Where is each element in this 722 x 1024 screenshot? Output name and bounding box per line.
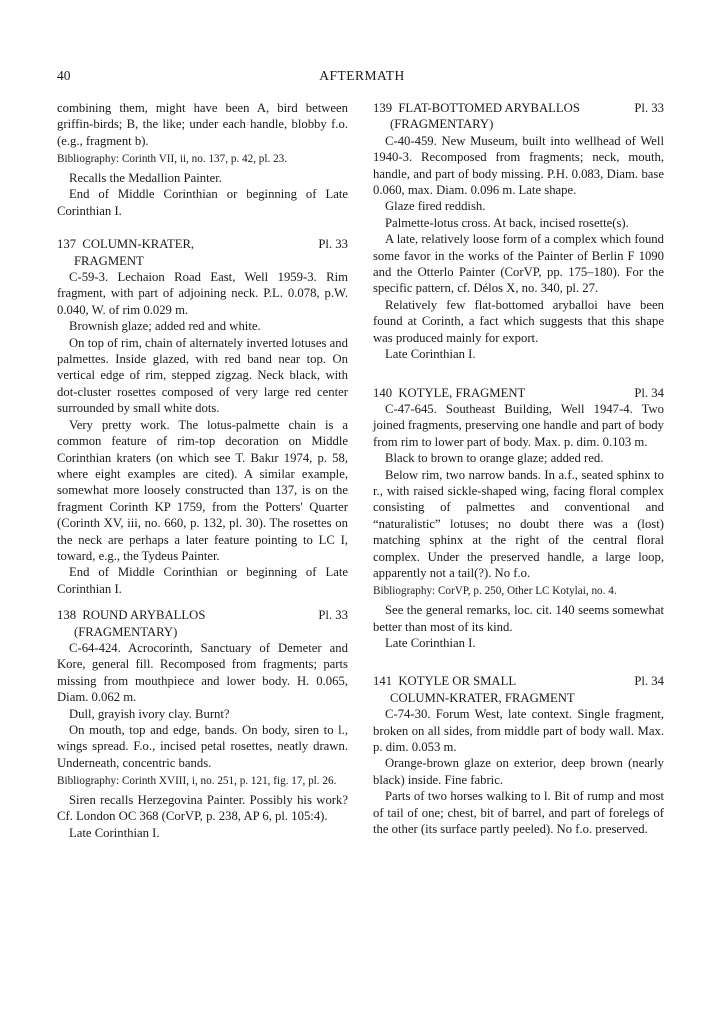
bibliography: Bibliography: Corinth XVIII, i, no. 251, p. 121, fig. 17, pl. 26.	[57, 775, 337, 788]
entry-number: 140	[373, 385, 393, 400]
running-title: AFTERMATH	[319, 68, 405, 83]
paragraph: Brownish glaze; added red and white.	[69, 319, 261, 334]
catalogue-entry-140	[373, 385, 664, 652]
paragraph: See the general remarks, loc. cit. 140 seems somewhat better than most of its kind.	[373, 603, 664, 634]
right-column	[373, 100, 664, 837]
paragraph: On top of rim, chain of alternately inverted lotuses and palmettes. Inside glazed, with red band near top. On vertical edge of rim, stepped zigzag. Neck black, with dot-cluster rosettes composed of very large red center surrounded by small white dots.	[57, 335, 348, 416]
entry-title: ROUND ARYBALLOS	[82, 608, 206, 623]
paragraph: Recalls the Medallion Painter.	[69, 171, 222, 186]
entry-title-continued: FRAGMENT	[74, 253, 144, 268]
plate-reference: Pl. 33	[318, 237, 348, 252]
paragraph: Palmette-lotus cross. At back, incised rosette(s).	[385, 215, 629, 230]
entry-heading	[373, 385, 664, 401]
entry-title: COLUMN-KRATER,	[82, 237, 195, 252]
page-number: 40	[57, 68, 71, 83]
left-column	[57, 100, 348, 841]
entry-title: KOTYLE, FRAGMENT	[398, 385, 526, 400]
paragraph: A late, relatively loose form of a complex which found some favor in the works of the Painter of Berlin F 1090 and the Otterlo Painter (CorVP, pp. 175–180). For the specific pattern, cf. Délos X, no. 340, pl. 27.	[373, 232, 664, 296]
paragraph: Below rim, two narrow bands. In a.f., seated sphinx to r., with raised sickle-shaped wing, facing floral complex consisting of palmettes and conventional and “naturalistic” lotuses; no doubt there was a (lost) matching sphinx at the right of the central floral complex. Under the preserved handle, a large loop, apparently not a tail(?). No f.o.	[373, 467, 664, 580]
paragraph: Parts of two horses walking to l. Bit of rump and most of tail of one; chest, bit of barrel, and part of forelegs of the other (its surface partly peeled). No f.o. preserved.	[373, 789, 664, 837]
catalogue-entry-137	[57, 236, 348, 597]
plate-reference: Pl. 33	[318, 608, 348, 623]
paragraph: C-47-645. Southeast Building, Well 1947-4. Two joined fragments, preserving one handle and part of body from rim to lower part of body. Max. p. dim. 0.103 m.	[373, 401, 664, 449]
entry-title-continued: (FRAGMENTARY)	[74, 624, 178, 639]
paragraph: Black to brown to orange glaze; added red.	[385, 451, 604, 466]
entry-number: 139	[373, 101, 393, 115]
paragraph: Relatively few flat-bottomed aryballoi have been found at Corinth, a fact which suggests that this shape was produced mainly for export.	[373, 297, 664, 345]
catalogue-entry-141	[373, 673, 664, 837]
entry-number: 137	[57, 237, 77, 252]
bibliography: Bibliography: Corinth VII, ii, no. 137, p. 42, pl. 23.	[57, 153, 288, 166]
paragraph: C-64-424. Acrocorinth, Sanctuary of Demeter and Kore, general fill. Recomposed from fragments; parts missing from mouthpiece and lower body. H. 0.065, Diam. 0.062 m.	[57, 640, 348, 705]
paragraph: Dull, grayish ivory clay. Burnt?	[69, 706, 230, 721]
paragraph: End of Middle Corinthian or beginning of Late Corinthian I.	[57, 565, 348, 596]
paragraph: C-74-30. Forum West, late context. Single fragment, broken on all sides, from middle part of body wall. Max. p. dim. 0.053 m.	[373, 707, 664, 755]
bibliography: Bibliography: CorVP, p. 250, Other LC Kotylai, no. 4.	[373, 585, 617, 598]
paragraph: On mouth, top and edge, bands. On body, siren to l., wings spread. F.o., incised petal rosettes, neatly drawn. Underneath, concentric bands.	[57, 723, 348, 770]
entry-title: FLAT-BOTTOMED ARYBALLOS	[398, 101, 580, 115]
paragraph: C-59-3. Lechaion Road East, Well 1959-3. Rim fragment, with part of adjoining neck. P.L. 0.078, p.W. 0.040, W. of rim 0.029 m.	[57, 270, 348, 317]
plate-reference: Pl. 34	[634, 674, 664, 689]
entry-heading	[57, 607, 348, 623]
entry-heading	[373, 100, 664, 116]
catalogue-entry-138	[57, 607, 348, 841]
continued-paragraph: combining them, might have been A, bird between griffin-birds; B, the like; under each handle, blobby f.o. (e.g., fragment b).	[57, 101, 348, 148]
paragraph: C-40-459. New Museum, built into wellhead of Well 1940-3. Recomposed from fragments; neck, mouth, handle, and part of body missing. P.H. 0.083, Diam. base 0.060, max. Diam. 0.096 m. Late shape.	[373, 133, 664, 198]
entry-title-continued: (FRAGMENTARY)	[390, 117, 494, 132]
paragraph: Late Corinthian I.	[385, 347, 476, 362]
paragraph: Very pretty work. The lotus-palmette chain is a common feature of rim-top decoration on Middle Corinthian kraters (on which see T. Bakır 1974, p. 58, where eight examples are cited). A similar example, somewhat more loosely constructed than 137, is on the fragment Corinth KP 1759, from the Potters' Quarter (Corinth XV, iii, no. 660, p. 132, pl. 30). The rosettes on the neck are perhaps a later feature pointing to LC I, toward, e.g., the Tydeus Painter.	[57, 417, 348, 563]
entry-title-continued: COLUMN-KRATER, FRAGMENT	[390, 690, 575, 705]
paragraph: Orange-brown glaze on exterior, deep brown (nearly black) inside. Fine fabric.	[373, 756, 664, 787]
entry-title: KOTYLE OR SMALL	[398, 674, 517, 689]
paragraph: Late Corinthian I.	[69, 825, 160, 840]
plate-reference: Pl. 33	[634, 101, 664, 115]
paragraph: Siren recalls Herzegovina Painter. Possibly his work? Cf. London OC 368 (CorVP, p. 238, AP 6, pl. 105:4).	[57, 793, 348, 824]
entry-number: 138	[57, 608, 77, 623]
entry-heading	[57, 236, 348, 252]
catalogue-entry-139	[373, 100, 664, 363]
paragraph: Glaze fired reddish.	[385, 199, 486, 214]
paragraph: End of Middle Corinthian or beginning of Late Corinthian I.	[57, 187, 348, 218]
paragraph: Late Corinthian I.	[385, 635, 476, 650]
running-header	[57, 68, 667, 86]
entry-heading	[373, 673, 664, 689]
entry-number: 141	[373, 674, 393, 689]
plate-reference: Pl. 34	[634, 385, 664, 400]
